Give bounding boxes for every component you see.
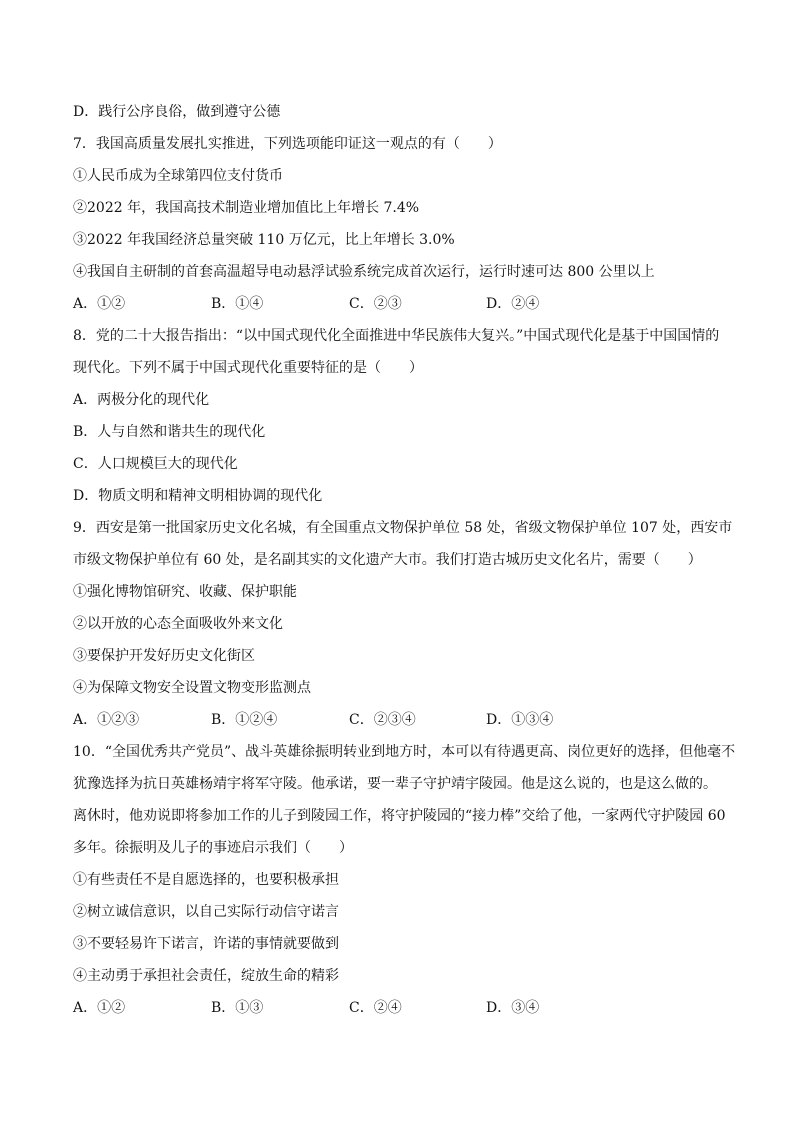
q7-option-d: D．②④ bbox=[486, 296, 540, 312]
q9-stem-line-1: 9．西安是第一批国家历史文化名城，有全国重点文物保护单位 58 处，省级文物保护单位 107 处，西安市 bbox=[73, 520, 733, 536]
q9-option-a: A．①②③ bbox=[73, 712, 140, 728]
q10-stem-line-2: 犹豫选择为抗日英雄杨靖宇将军守陵。他承诺，要一辈子守护靖宇陵园。他是这么说的，也是这么做的。 bbox=[73, 776, 717, 792]
q10-stem-line-3: 离休时，他劝说即将参加工作的儿子到陵园工作，将守护陵园的“接力棒”交给了他，一家两代守护陵园 60 bbox=[73, 808, 726, 824]
q10-stem-line-4: 多年。徐振明及儿子的事迹启示我们（ ） bbox=[73, 840, 353, 856]
q9-stem-line-2: 市级文物保护单位有 60 处，是名副其实的文化遗产大市。我们打造古城历史文化名片，需要（ ） bbox=[73, 552, 702, 568]
q9-option-b: B．①②④ bbox=[211, 712, 278, 728]
q9-item-2: ②以开放的心态全面吸收外来文化 bbox=[73, 616, 283, 632]
q10-option-a: A．①② bbox=[73, 1000, 126, 1016]
q10-stem-line-1: 10．“全国优秀共产党员”、战斗英雄徐振明转业到地方时，本可以有待遇更高、岗位更好的选择，但他毫不 bbox=[73, 744, 736, 760]
q10-option-c: C．②④ bbox=[349, 1000, 402, 1016]
q7-option-c: C．②③ bbox=[349, 296, 402, 312]
q10-option-b: B．①③ bbox=[211, 1000, 264, 1016]
q9-option-c: C．②③④ bbox=[349, 712, 416, 728]
q8-choice-c: C．人口规模巨大的现代化 bbox=[73, 456, 238, 472]
q10-item-2: ②树立诚信意识，以自己实际行动信守诺言 bbox=[73, 904, 339, 920]
q10-item-4: ④主动勇于承担社会责任，绽放生命的精彩 bbox=[73, 968, 339, 984]
q7-item-3: ③2022 年我国经济总量突破 110 万亿元，比上年增长 3.0% bbox=[73, 232, 455, 248]
q7-option-a: A．①② bbox=[73, 296, 126, 312]
q7-item-4: ④我国自主研制的首套高温超导电动悬浮试验系统完成首次运行，运行时速可达 800 公里以上 bbox=[73, 264, 655, 280]
q8-stem-line-2: 现代化。下列不属于中国式现代化重要特征的是（ ） bbox=[73, 360, 423, 376]
q9-item-3: ③要保护开发好历史文化街区 bbox=[73, 648, 255, 664]
q9-item-4: ④为保障文物安全设置文物变形监测点 bbox=[73, 680, 311, 696]
q7-stem: 7．我国高质量发展扎实推进，下列选项能印证这一观点的有（ ） bbox=[73, 136, 502, 152]
q8-stem-line-1: 8．党的二十大报告指出：“以中国式现代化全面推进中华民族伟大复兴。”中国式现代化是基于中国国情的 bbox=[73, 328, 720, 344]
q9-option-d: D．①③④ bbox=[486, 712, 554, 728]
q10-item-1: ①有些责任不是自愿选择的，也要积极承担 bbox=[73, 872, 339, 888]
q8-choice-b: B．人与自然和谐共生的现代化 bbox=[73, 424, 266, 440]
q7-item-1: ①人民币成为全球第四位支付货币 bbox=[73, 168, 283, 184]
q8-choice-a: A．两极分化的现代化 bbox=[73, 392, 210, 408]
q8-choice-d: D．物质文明和精神文明相协调的现代化 bbox=[73, 488, 323, 504]
q9-item-1: ①强化博物馆研究、收藏、保护职能 bbox=[73, 584, 297, 600]
q6-option-d: D．践行公序良俗，做到遵守公德 bbox=[73, 104, 281, 120]
q7-option-b: B．①④ bbox=[211, 296, 264, 312]
q10-option-d: D．③④ bbox=[486, 1000, 540, 1016]
q7-item-2: ②2022 年，我国高技术制造业增加值比上年增长 7.4% bbox=[73, 200, 420, 216]
q10-item-3: ③不要轻易许下诺言，许诺的事情就要做到 bbox=[73, 936, 339, 952]
